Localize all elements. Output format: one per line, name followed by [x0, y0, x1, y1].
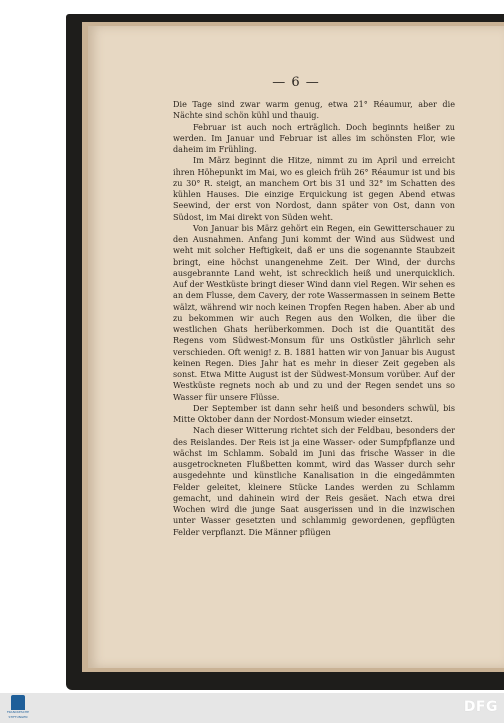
paragraph: Nach dieser Witterung richtet sich der Feldbau, besonders der des Reislandes. Der Reis ist ja eine Wasser- oder Sumpfpflanze und wächst im Schlamm. Sobald im Juni das frische Wasser in die ausgetrockneten Flußbetten kommt, wird das Wasser durch sehr ausgedehnte und künstliche Kanalisation in die eingedämmten Felder geleitet, kleinere Stücke Landes werden zu Schlamm gemacht, und dahinein wird der Reis gesäet. Nach etwa drei Wochen wird die junge Saat ausgerissen und in die inzwischen unter Wasser gesetzten und schlammig gewordenen, gepflügten Felder verpflanzt. Die Männer pflügen — [173, 425, 455, 537]
francke-logo-icon — [11, 695, 25, 710]
paragraph: Der September ist dann sehr heiß und besonders schwül, bis Mitte Oktober dann der Nordost-Monsum wieder einsetzt. — [173, 402, 455, 424]
paragraph: Februar ist auch noch erträglich. Doch beginnts heißer zu werden. Im Januar und Februar ist alles im schönsten Flor, wie daheim im Frühling. — [173, 121, 455, 154]
francke-logo[interactable] — [4, 694, 32, 722]
viewer-footer — [0, 693, 504, 723]
text-block — [173, 99, 455, 538]
paragraph: Die Tage sind zwar warm genug, etwa 21° Réaumur, aber die Nächte sind schön kühl und thauig. — [173, 99, 455, 121]
logo-text-line1: FRANCKESCHE — [6, 710, 30, 714]
book-page — [88, 26, 504, 668]
dfg-logo[interactable]: DFG — [463, 699, 498, 715]
page-number: — 6 — — [272, 75, 320, 90]
paragraph: Im März beginnt die Hitze, nimmt zu im April und erreicht ihren Höhepunkt im Mai, wo es gleich früh 26° Réaumur ist und bis zu 30° R. steigt, an manchem Ort bis 31 und 32° im Schatten des kühlen Hauses. Die einzige Erquickung ist gegen Abend etwas Seewind, der erst von Nordost, dann später von Ost, dann von Südost, im Mai direkt von Süden weht. — [173, 155, 455, 222]
paragraph: Von Januar bis März gehört ein Regen, ein Gewitterschauer zu den Ausnahmen. Anfang Juni kommt der Wind aus Südwest und weht mit solcher Heftigkeit, daß er uns die sogenannte Staubzeit bringt, eine höchst unangenehme Zeit. Der Wind, der durchs ausgebrannte Land weht, ist schrecklich heiß und unerquicklich. Auf der Westküste bringt dieser Wind dann viel Regen. Wir sehen es an dem Flusse, dem Cavery, der rote Wassermassen in seinem Bette wälzt, während wir noch keinen Tropfen Regen haben. Aber ab und zu bekommen wir auch Regen aus den Wolken, die über die westlichen Ghats herüberkommen. Doch ist die Quantität des Regens vom Südwest-Monsum für uns Ostküstler jährlich sehr verschieden. Oft wenig! z. B. 1881 hatten wir von Januar bis August keinen Regen. Dies Jahr hat es mehr in dieser Zeit gegeben als sonst. Etwa Mitte August ist der Südwest-Monsum vorüber. Auf der Westküste regnets noch ab und zu und der Regen sendet uns so Wasser für unsere Flüsse. — [173, 222, 455, 402]
logo-text-line2: STIFTUNGEN — [8, 714, 28, 719]
